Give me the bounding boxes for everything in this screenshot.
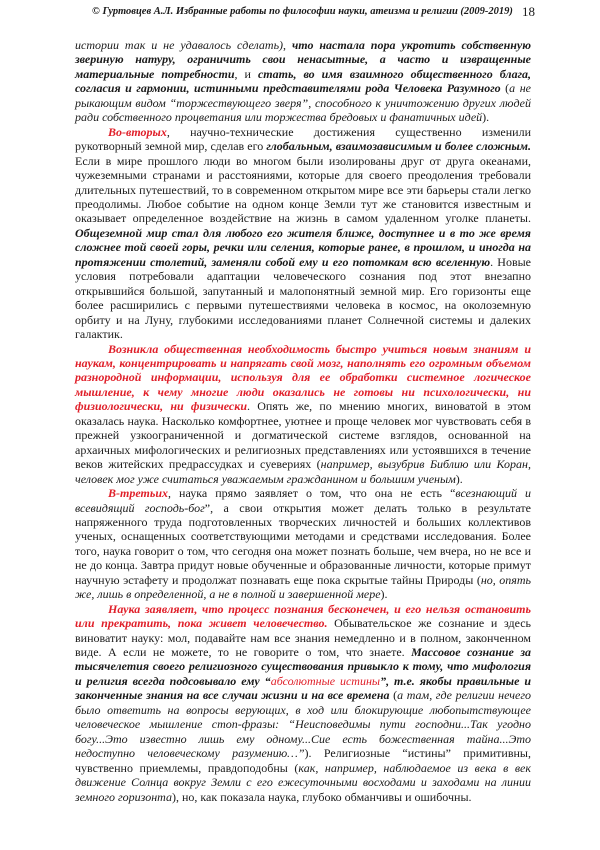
- red-emphasis-run: Во-вторых: [108, 124, 167, 139]
- italic-run: как, например, наблюдаемое из века в век движение Солнца вокруг Земли с его ежесуточными восходами и заходами на линии земного горизонта: [75, 760, 531, 804]
- text-run: . Новые условия потребовали адаптации человеческого сознания под этот внезапно открывшийся большой, запутанный и малопонятный земной мир. Его горизонты еще более расширились с первыми путешествиями человека в космос, на околоземную орбиту и на Луну, глубокими исследованиями планет Солнечной системы и далеких галактик.: [75, 254, 531, 342]
- paragraph: [75, 342, 531, 487]
- emphasis-run: что настала пора укротить собственную звериную натуру, ограничить свои ненасытные, а часто и извращенные материальные потребности: [75, 38, 531, 81]
- italic-run: но, опять же, лишь в определенной, а не в полной и завершенной мере: [75, 572, 531, 602]
- text-run: ).: [380, 587, 388, 602]
- text-run: (: [500, 81, 510, 96]
- paragraph: [75, 38, 531, 125]
- text-run: (: [389, 688, 398, 703]
- text-run: , научно-технические достижения существенно изменили рукотворный земной мир, сделав его: [75, 124, 531, 154]
- italic-run: всезнающий и всевидящий господь-бог: [75, 486, 531, 515]
- emphasis-run: Массовое сознание за тысячелетия своего религиозного существования привыкло к тому, что мифология и религия всегда подсовывало ему “: [75, 645, 531, 688]
- red-italic-run: абсолютные истины: [270, 673, 381, 688]
- text-run: ), но, как показала наука, глубоко обманчивы и ошибочны.: [171, 789, 472, 804]
- text-run: ).: [482, 110, 490, 125]
- text-run: Обывательское же сознание и здесь виноватит науку: мол, подавайте нам все знания немедленно и в полном, законченном виде. А если не можете, то не говорите о том, что знаете.: [75, 616, 532, 660]
- text-run: ,: [283, 38, 292, 52]
- emphasis-run: Общеземной мир стал для любого его жителя ближе, доступнее и в то же время сложнее той своей горы, речки или селения, которые ранее, в прошлом, и иногда на протяжении столетий, заменяли собой ему и его потомкам всю вселенную: [75, 225, 531, 269]
- text-run: ).: [455, 471, 463, 486]
- emphasis-run: стать, во имя взаимного общественного блага, согласия и гармонии, истинными представителями рода Человека Разумного: [75, 66, 532, 96]
- paragraph: [75, 602, 531, 804]
- red-emphasis-run: Наука заявляет, что процесс познания бесконечен, и его нельзя остановить или прекратить, пока живет человечество.: [75, 601, 531, 631]
- text-run: ). Религиозные “истины” примитивны, чувственно приемлемы, правдоподобны (: [75, 746, 531, 775]
- text-run: , и: [234, 66, 258, 81]
- paragraph: [75, 486, 531, 602]
- emphasis-run: ”, т.е. якобы правильные и законченные знания на все случаи жизни и на все времена: [75, 673, 531, 703]
- italic-run: например, вызубрив Библию или Коран, человек мог уже считаться уважаемым гражданином и большим ученым: [75, 457, 531, 486]
- italic-run: а не рыкающим видом “торжествующего зверя”, способного к уничтожению других людей ради собственного процветания или торжества бредовых и фанатичных идей: [75, 81, 531, 125]
- page-number: 18: [522, 4, 535, 19]
- red-emphasis-run: В-третьих: [108, 486, 168, 501]
- document-body: [75, 38, 531, 804]
- text-run: Если в мире прошлого люди во многом были изолированы друг от друга океанами, чужеземными странами и расстояниями, которые для своего преодоления требовали длительных путешествий, то в современном открытом мире все эти барьеры стали легко преодолимы. Любое событие на одном конце Земли тут же становится известным и оказывает определенное воздействие на жизнь в самом удаленном уголке планеты.: [75, 153, 531, 226]
- running-header: © Гуртовцев А.Л. Избранные работы по философии науки, атеизма и религии (2009-2019): [92, 6, 513, 17]
- italic-run: истории так и не удавалось сделать): [75, 38, 284, 52]
- red-emphasis-run: Возникла общественная необходимость быстро учиться новым знаниям и наукам, концентрировать и напрягать свой мозг, наполнять его огромным объемом разнородной информации, используя для ее обработки системное логическое мышление, к чему многие люди оказались не готовы ни психологически, ни физиологически, ни физически: [75, 341, 531, 414]
- paragraph: [75, 125, 531, 342]
- emphasis-run: глобальным, взаимозависимым и более сложным.: [266, 139, 531, 154]
- text-run: ”, а свои открытия может делать только в результате напряженного труда подготовленных творческих личностей и больших коллективов ученых, оснащенных соответствующими методами и средствами исследования. Более того, наука говорит о том, что сегодня она может познать больше, чем вчера, но не все и не до конца. Завтра придут новые обученные и образованные личности, которые примут научную эстафету и продолжат познавать еще пока скрытые тайны Природы (: [75, 500, 531, 587]
- text-run: . Опять же, по мнению многих, виноватой в этом оказалась наука. Насколько комфортнее, уютнее и проще человек мог чувствовать себя в прежней узкоограниченной и догматической системе взглядов, основанной на архаичных мифологических и религиозных представлениях или устоявшихся в течение веков житейских предрассудках и суевериях (: [75, 399, 532, 472]
- text-run: , наука прямо заявляет о том, что она не есть “: [168, 486, 456, 501]
- italic-run: а там, где религии нечего было ответить на вопросы верующих, в ход или блокирующие любопытствующее человеческое мышление стоп-фразы: “Неисповедимы пути господни...Так угодно богу...Это известно лишь ему одному...Сие есть божественная тайна...Это недоступно человеческому разумению…”: [75, 688, 531, 761]
